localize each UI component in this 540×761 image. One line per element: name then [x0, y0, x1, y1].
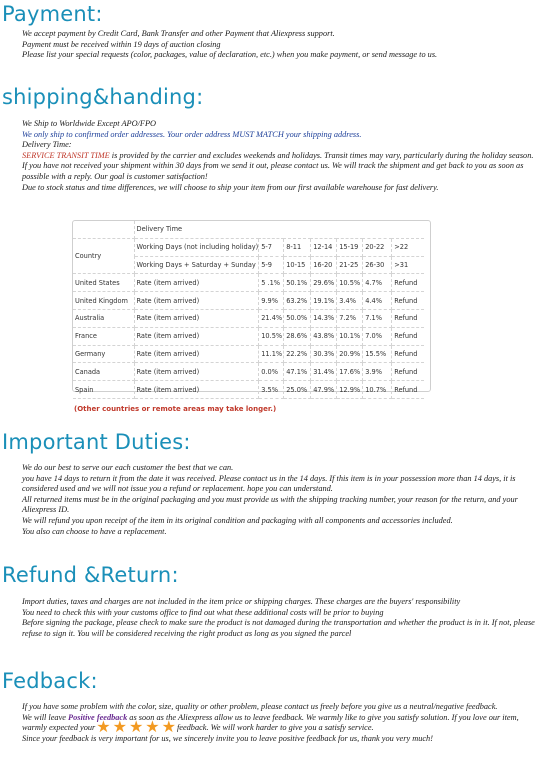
feedback-text-end: feedback. We will work harder to give you a satisfy service.	[176, 723, 374, 733]
table-cell: 21-25	[337, 256, 363, 274]
duties-line: You also can choose to have a replacement.	[22, 526, 167, 536]
feedback-text	[22, 702, 538, 744]
table-cell: Refund	[392, 345, 424, 363]
delivery-time-table	[73, 221, 424, 399]
shipping-address-note: We only ship to confirmed order addresses. Your order address MUST MATCH your shipping address.	[22, 129, 362, 139]
table-cell: 10.7%	[363, 381, 392, 399]
delivery-time-label: Delivery Time:	[22, 140, 72, 150]
table-cell: 25.0%	[284, 381, 311, 399]
table-row	[73, 327, 424, 345]
table-cell: 3.5%	[259, 381, 284, 399]
country-cell: United Kingdom	[73, 292, 134, 310]
rate-label-cell: Rate (item arrived)	[134, 345, 259, 363]
country-cell: Canada	[73, 363, 134, 381]
table-cell: 0.0%	[259, 363, 284, 381]
shipping-heading: shipping&handing:	[2, 85, 204, 109]
table-cell: 8-11	[284, 238, 311, 256]
table-cell: 11.1%	[259, 345, 284, 363]
payment-line: Please list your special requests (color, packages, value of declaration, etc.) when you make payment, or send message to us.	[22, 50, 438, 60]
table-cell: 19.1%	[311, 292, 337, 310]
shipping-line: If you have not received your shipment within 30 days from we send it out, please contact us. We will track the shipment and get back to you as soon as possible with a reply. Our goal is customer satisfaction!	[22, 161, 524, 181]
feedback-text-start: We will leave	[22, 712, 69, 722]
shipping-line: Due to stock status and time differences, we will choose to ship your item from our first available warehouse for fast delivery.	[22, 182, 439, 192]
table-cell: 15-19	[337, 238, 363, 256]
table-cell: Refund	[392, 363, 424, 381]
feedback-line: If you have some problem with the color, size, quality or other problem, please contact us freely before you give us a neutral/negative feedback.	[22, 702, 498, 711]
duties-text	[22, 463, 538, 537]
table-cell: 7.1%	[363, 309, 392, 327]
table-cell: 3.4%	[337, 292, 363, 310]
table-cell: 4.7%	[363, 274, 392, 292]
table-cell: 31.4%	[311, 363, 337, 381]
duties-line: We do our best to serve our each customer the best that we can.	[22, 463, 234, 472]
transit-time-text: is provided by the carrier and excludes weekends and holidays. Transit times may vary, particularly during the holiday season.	[109, 150, 534, 160]
table-cell: 14.3%	[311, 309, 337, 327]
country-cell: France	[73, 327, 134, 345]
payment-line: Payment must be received within 19 days of auction closing	[22, 39, 221, 49]
country-header: Country	[73, 238, 134, 274]
star-icon: ★	[112, 719, 127, 737]
table-cell: 10.1%	[337, 327, 363, 345]
table-cell: 17.6%	[337, 363, 363, 381]
table-cell: 9.9%	[259, 292, 284, 310]
table-header-row	[73, 221, 424, 238]
table-cell: 43.8%	[311, 327, 337, 345]
duties-line: We will refund you upon receipt of the item in its original condition and packaging with all components and accessories included.	[22, 515, 453, 525]
star-icon: ★	[145, 719, 160, 737]
table-cell: 12-14	[311, 238, 337, 256]
duties-heading: Important Duties:	[2, 430, 191, 454]
table-cell: 7.2%	[337, 309, 363, 327]
country-cell: United States	[73, 274, 134, 292]
table-cell: 29.6%	[311, 274, 337, 292]
feedback-text-middle: as soon as the Aliexpress allow us to leave feedback. We warmly like to give you satisfy solution. If you love our item, warmly expected your	[22, 712, 519, 733]
table-row	[73, 274, 424, 292]
table-cell: 4.4%	[363, 292, 392, 310]
working-days-label: Working Days (not including holiday)	[134, 238, 259, 256]
country-cell: Germany	[73, 345, 134, 363]
table-cell: >31	[392, 256, 424, 274]
payment-heading: Payment:	[2, 2, 103, 26]
table-cell: 30.3%	[311, 345, 337, 363]
five-star-rating	[95, 719, 177, 737]
refund-heading: Refund &Return:	[2, 563, 179, 587]
table-cell: 5 .1%	[259, 274, 284, 292]
table-cell: 10-15	[284, 256, 311, 274]
table-header-row	[73, 238, 424, 256]
table-cell: 21.4%	[259, 309, 284, 327]
table-cell: 20-22	[363, 238, 392, 256]
rate-label-cell: Rate (item arrived)	[134, 309, 259, 327]
refund-line: Import duties, taxes and charges are not included in the item price or shipping charges. These charges are the buyers' responsibility	[22, 597, 461, 606]
feedback-paragraph	[22, 712, 538, 737]
table-cell: 10.5%	[337, 274, 363, 292]
country-cell: Australia	[73, 309, 134, 327]
table-cell: Refund	[392, 309, 424, 327]
table-cell: Refund	[392, 327, 424, 345]
table-row	[73, 292, 424, 310]
rate-label-cell: Rate (item arrived)	[134, 363, 259, 381]
rate-label-cell: Rate (item arrived)	[134, 274, 259, 292]
duties-line: All returned items must be in the original packaging and you must provide us with the shipping tracking number, your reason for the return, and your Aliexpress ID.	[22, 494, 518, 515]
feedback-heading: Fedback:	[2, 669, 98, 693]
remote-areas-note: (Other countries or remote areas may take longer.)	[74, 405, 277, 413]
table-cell: Refund	[392, 292, 424, 310]
table-cell	[73, 221, 134, 238]
table-cell: 20.9%	[337, 345, 363, 363]
table-cell: 47.1%	[284, 363, 311, 381]
refund-line: You need to check this with your customs office to find out what these additional costs will be prior to buying	[22, 607, 384, 617]
feedback-line: Since your feedback is very important for us, we sincerely invite you to leave positive feedback for us, thank you very much!	[22, 733, 433, 743]
star-icon: ★	[96, 719, 111, 737]
delivery-time-header: Delivery Time	[134, 221, 424, 238]
table-cell: 15.5%	[363, 345, 392, 363]
working-days-weekend-label: Working Days + Saturday + Sunday	[134, 256, 259, 274]
refund-line: Before signing the package, please check to make sure the product is not damaged during the transportation and whether the product is in it. If not, please refuse to sign it. You will be considered receiving the right product as long as you signed the parcel	[22, 618, 535, 638]
table-row	[73, 309, 424, 327]
transit-paragraph	[22, 151, 538, 162]
table-cell: 7.0%	[363, 327, 392, 345]
rate-label-cell: Rate (item arrived)	[134, 381, 259, 399]
table-row	[73, 381, 424, 399]
table-cell: 63.2%	[284, 292, 311, 310]
star-icon: ★	[161, 719, 176, 737]
table-cell: Refund	[392, 274, 424, 292]
shipping-line: We Ship to Worldwide Except APO/FPO	[22, 119, 157, 128]
payment-line: We accept payment by Credit Card, Bank Transfer and other Payment that Aliexpress support.	[22, 29, 335, 38]
table-cell: 22.2%	[284, 345, 311, 363]
table-cell: 50.1%	[284, 274, 311, 292]
rate-label-cell: Rate (item arrived)	[134, 292, 259, 310]
table-row	[73, 363, 424, 381]
table-row	[73, 345, 424, 363]
table-cell: 50.0%	[284, 309, 311, 327]
refund-text	[22, 597, 538, 639]
table-cell: 5-7	[259, 238, 284, 256]
transit-time-label: SERVICE TRANSIT TIME	[22, 150, 110, 160]
payment-text	[22, 29, 538, 61]
positive-feedback-highlight: Positive feedback	[68, 712, 128, 722]
table-cell: 47.9%	[311, 381, 337, 399]
table-cell: Refund	[392, 381, 424, 399]
country-cell: Spain	[73, 381, 134, 399]
delivery-table-panel	[72, 220, 431, 392]
table-cell: 3.9%	[363, 363, 392, 381]
table-cell: 10.5%	[259, 327, 284, 345]
shipping-text	[22, 119, 538, 193]
duties-line: you have 14 days to return it from the date it was received. Please contact us in the 14 days. If this item is in your possession more than 14 days, it is considered used and we will not issue you a refund or replacement. hope you can understand.	[22, 473, 516, 494]
table-cell: >22	[392, 238, 424, 256]
rate-label-cell: Rate (item arrived)	[134, 327, 259, 345]
star-icon: ★	[128, 719, 144, 737]
table-cell: 12.9%	[337, 381, 363, 399]
table-cell: 28.6%	[284, 327, 311, 345]
table-cell: 16-20	[311, 256, 337, 274]
table-cell: 26-30	[363, 256, 392, 274]
table-cell: 5-9	[259, 256, 284, 274]
